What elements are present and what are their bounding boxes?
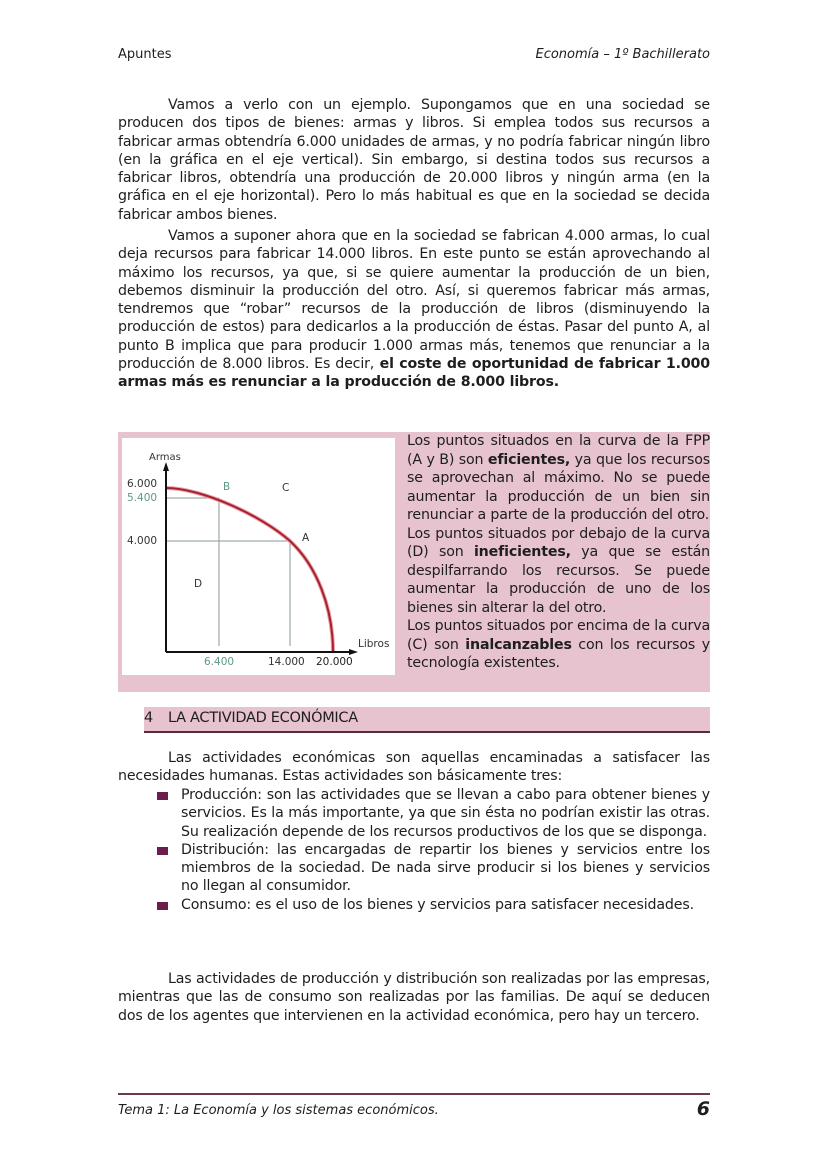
section-number: 4 [144, 710, 153, 726]
point-label-a: A [302, 532, 310, 544]
point-label-c: C [282, 482, 290, 494]
unreachable-points-text [407, 617, 710, 673]
y-axis-arrow-icon [163, 462, 169, 471]
x-tick-14000: 14.000 [268, 656, 305, 668]
activities-intro [118, 749, 710, 786]
closing-paragraph [118, 970, 710, 1025]
fpp-curve-glow [166, 488, 333, 652]
y-tick-6000: 6.000 [127, 478, 158, 490]
header-right: Economía – 1º Bachillerato [535, 47, 710, 62]
page-number: 6 [696, 1098, 710, 1120]
opportunity-cost-bold-text: el coste de oportunidad de fabricar 1.000 armas más es renunciar a la producción de 8.000 libros. [118, 356, 711, 391]
point-label-b: B [223, 481, 231, 493]
square-bullet-icon [157, 902, 168, 910]
text-segment: Los puntos situados por encima de la curva (C) son [407, 618, 710, 653]
list-item-consumo [155, 896, 710, 914]
efficient-term: eficientes, [487, 451, 571, 468]
inefficient-points-text [407, 525, 710, 618]
fpp-panel [118, 432, 710, 692]
fpp-explanation [407, 432, 710, 673]
paragraph-text: Vamos a verlo con un ejemplo. Supongamos que en una sociedad se producen dos tipos de bienes: armas y libros. Si emplea todos sus recursos a fabricar armas obtendría 6.000 unidades de armas, y no podría fabricar ningún libro (en la gráfica en el eje vertical). Sin embargo, si destina todos sus recursos a fabricar libros, obtendría una producción de 20.000 libros y ningún arma (en la gráfica en el eje horizontal). Pero lo más habitual es que en la sociedad se decida fabricar ambos bienes. [118, 97, 710, 223]
square-bullet-icon [157, 792, 168, 800]
paragraph-normal-text: Vamos a suponer ahora que en la sociedad se fabrican 4.000 armas, lo cual deja recursos para fabricar 14.000 libros. En este punto se están aprovechando al máximo los recursos, ya que, si se quiere aumentar la producción de un bien, debemos disminuir la producción del otro. Así, si queremos fabricar más armas, tendremos que “robar” recursos de la producción de libros (disminuyendo la producción de estos) para dedicarlos a la producción de éstas. Pasar del punto A, al punto B implica que para producir 1.000 armas más, tenemos que renunciar a la producción de 8.000 libros. Es decir, [118, 228, 710, 373]
intro-paragraph-1 [118, 96, 710, 224]
intro-paragraph-2 [118, 227, 710, 392]
list-item-produccion [155, 786, 710, 841]
y-axis-label: Armas [149, 452, 181, 463]
paragraph-text: Las actividades económicas son aquellas encaminadas a satisfacer las necesidades humanas. Estas actividades son básicamente tres: [118, 750, 710, 785]
list-item-text: Producción: son las actividades que se llevan a cabo para obtener bienes y servicios. Es la más importante, ya que sin ésta no podrían existir las otras. Su realización depende de los recursos productivos de los que se disponga. [181, 787, 710, 840]
fpp-chart [122, 438, 395, 675]
x-axis-label: Libros [358, 638, 390, 650]
list-item-text: Distribución: las encargadas de repartir los bienes y servicios entre los miembros de la sociedad. De nada sirve producir si los bienes y servicios no llegan al consumidor. [181, 841, 710, 895]
unreachable-term: inalcanzables [465, 636, 572, 653]
paragraph-text: Las actividades de producción y distribución son realizadas por las empresas, mientras que las de consumo son realizadas por las familias. De aquí se deducen dos de los agentes que intervienen en la actividad económica, pero hay un tercero. [118, 971, 710, 1024]
footer-divider [118, 1093, 710, 1095]
section-heading [144, 707, 710, 733]
efficient-points-text [407, 432, 710, 525]
text-segment: Los puntos situados por debajo de la curva (D) son [407, 525, 710, 560]
list-item-distribucion [155, 841, 710, 896]
x-tick-6400: 6.400 [204, 656, 235, 668]
footer-topic: Tema 1: La Economía y los sistemas económicos. [118, 1103, 439, 1118]
point-label-d: D [194, 578, 203, 590]
x-tick-20000: 20.000 [316, 656, 353, 668]
text-segment: ya que los recursos se aprovechan al máximo. No se puede aumentar la producción de un bien sin renunciar a parte de la producción del otro. [407, 451, 710, 523]
y-tick-5400: 5.400 [127, 492, 158, 504]
inefficient-term: ineficientes, [473, 544, 571, 560]
activities-list [155, 786, 710, 914]
text-segment: Los puntos situados en la curva de la FPP (A y B) son [407, 433, 710, 468]
section-title: LA ACTIVIDAD ECONÓMICA [168, 710, 358, 726]
list-item-text: Consumo: es el uso de los bienes y servicios para satisfacer necesidades. [181, 896, 694, 913]
paragraph-text [118, 227, 710, 392]
fpp-chart-svg [122, 438, 395, 675]
y-tick-4000: 4.000 [127, 535, 158, 547]
x-axis-arrow-icon [349, 649, 358, 655]
square-bullet-icon [157, 847, 168, 855]
header-left: Apuntes [118, 47, 172, 62]
text-segment: con los recursos y tecnología existentes. [407, 636, 710, 671]
text-segment: ya que se están despilfarrando los recursos. Se puede aumentar la producción de uno de los bienes sin alterar la del otro. [407, 544, 710, 616]
